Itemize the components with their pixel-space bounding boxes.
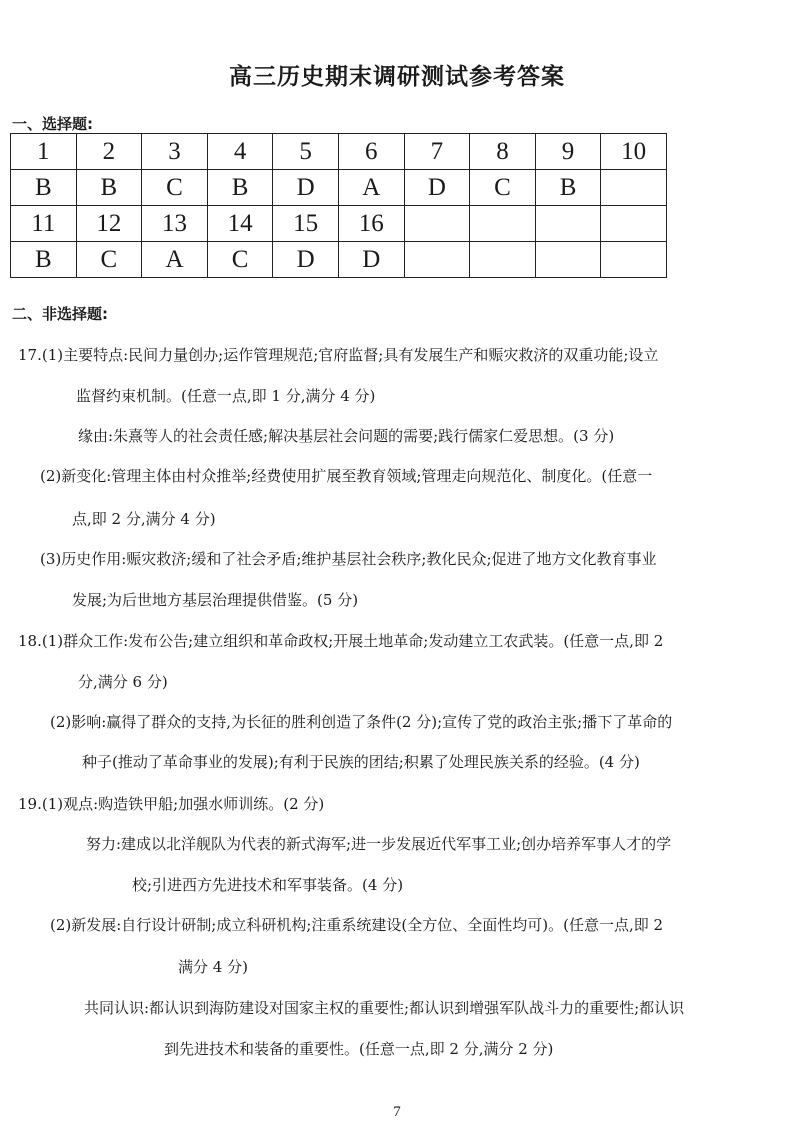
- table-cell: 6: [338, 134, 404, 170]
- page-title: 高三历史期末调研测试参考答案: [229, 64, 565, 90]
- table-cell: D: [404, 170, 470, 206]
- answer-line: 19.(1)观点:购造铁甲船;加强水师训练。(2 分): [18, 795, 325, 813]
- table-cell: 10: [601, 134, 667, 170]
- table-cell: B: [535, 170, 601, 206]
- answer-line: 点,即 2 分,满分 4 分): [72, 510, 216, 528]
- table-cell: [404, 242, 470, 278]
- table-row: [11, 134, 667, 170]
- page-number: 7: [393, 1104, 401, 1120]
- section-heading-choice: 一、选择题:: [12, 115, 93, 133]
- table-cell: 7: [404, 134, 470, 170]
- table-cell: [470, 206, 536, 242]
- table-cell: 12: [76, 206, 142, 242]
- table-cell: 1: [11, 134, 77, 170]
- table-cell: [404, 206, 470, 242]
- table-cell: 16: [338, 206, 404, 242]
- answer-line: 到先进技术和装备的重要性。(任意一点,即 2 分,满分 2 分): [164, 1040, 554, 1058]
- answer-line: 18.(1)群众工作:发布公告;建立组织和革命政权;开展土地革命;发动建立工农武装。(任意一点,即 2: [18, 632, 664, 650]
- table-cell: B: [76, 170, 142, 206]
- table-cell: 14: [207, 206, 273, 242]
- table-row: [11, 242, 667, 278]
- answer-table: [10, 133, 667, 278]
- table-cell: D: [338, 242, 404, 278]
- section-heading-essay: 二、非选择题:: [12, 305, 108, 323]
- table-cell: 8: [470, 134, 536, 170]
- answer-line: 分,满分 6 分): [78, 673, 168, 691]
- table-cell: A: [338, 170, 404, 206]
- answer-line: 满分 4 分): [178, 958, 248, 976]
- table-cell: 4: [207, 134, 273, 170]
- table-cell: D: [273, 242, 339, 278]
- table-cell: [601, 242, 667, 278]
- answer-line: 缘由:朱熹等人的社会责任感;解决基层社会问题的需要;践行儒家仁爱思想。(3 分): [78, 427, 615, 445]
- table-cell: A: [142, 242, 208, 278]
- table-row: [11, 206, 667, 242]
- answer-line: 17.(1)主要特点:民间力量创办;运作管理规范;官府监督;具有发展生产和赈灾救济的双重功能;设立: [18, 346, 659, 364]
- table-cell: C: [76, 242, 142, 278]
- table-cell: C: [470, 170, 536, 206]
- table-row: [11, 170, 667, 206]
- table-cell: 11: [11, 206, 77, 242]
- answer-line: 共同认识:都认识到海防建设对国家主权的重要性;都认识到增强军队战斗力的重要性;都认识: [84, 999, 685, 1017]
- table-cell: [601, 206, 667, 242]
- table-cell: 13: [142, 206, 208, 242]
- table-cell: 15: [273, 206, 339, 242]
- answer-line: (2)新变化:管理主体由村众推举;经费使用扩展至教育领域;管理走向规范化、制度化。(任意一: [40, 467, 653, 485]
- table-cell: 5: [273, 134, 339, 170]
- table-cell: D: [273, 170, 339, 206]
- answer-line: 发展;为后世地方基层治理提供借鉴。(5 分): [72, 591, 359, 609]
- answer-line: (2)影响:赢得了群众的支持,为长征的胜利创造了条件(2 分);宣传了党的政治主张;播下了革命的: [50, 713, 673, 731]
- answer-line: 校;引进西方先进技术和军事装备。(4 分): [132, 876, 404, 894]
- answer-line: 监督约束机制。(任意一点,即 1 分,满分 4 分): [76, 387, 376, 405]
- table-cell: 9: [535, 134, 601, 170]
- table-cell: B: [207, 170, 273, 206]
- answer-line: 种子(推动了革命事业的发展);有利于民族的团结;积累了处理民族关系的经验。(4 分): [82, 753, 640, 771]
- table-cell: [470, 242, 536, 278]
- answer-line: (2)新发展:自行设计研制;成立科研机构;注重系统建设(全方位、全面性均可)。(任意一点,即 2: [50, 916, 664, 934]
- answer-line: (3)历史作用:赈灾救济;缓和了社会矛盾;维护基层社会秩序;教化民众;促进了地方文化教育事业: [40, 550, 657, 568]
- table-cell: [601, 170, 667, 206]
- answer-line: 努力:建成以北洋舰队为代表的新式海军;进一步发展近代军事工业;创办培养军事人才的学: [86, 835, 672, 853]
- table-cell: B: [11, 170, 77, 206]
- table-cell: C: [207, 242, 273, 278]
- table-cell: 2: [76, 134, 142, 170]
- table-cell: C: [142, 170, 208, 206]
- table-cell: [535, 242, 601, 278]
- table-cell: [535, 206, 601, 242]
- table-cell: B: [11, 242, 77, 278]
- table-cell: 3: [142, 134, 208, 170]
